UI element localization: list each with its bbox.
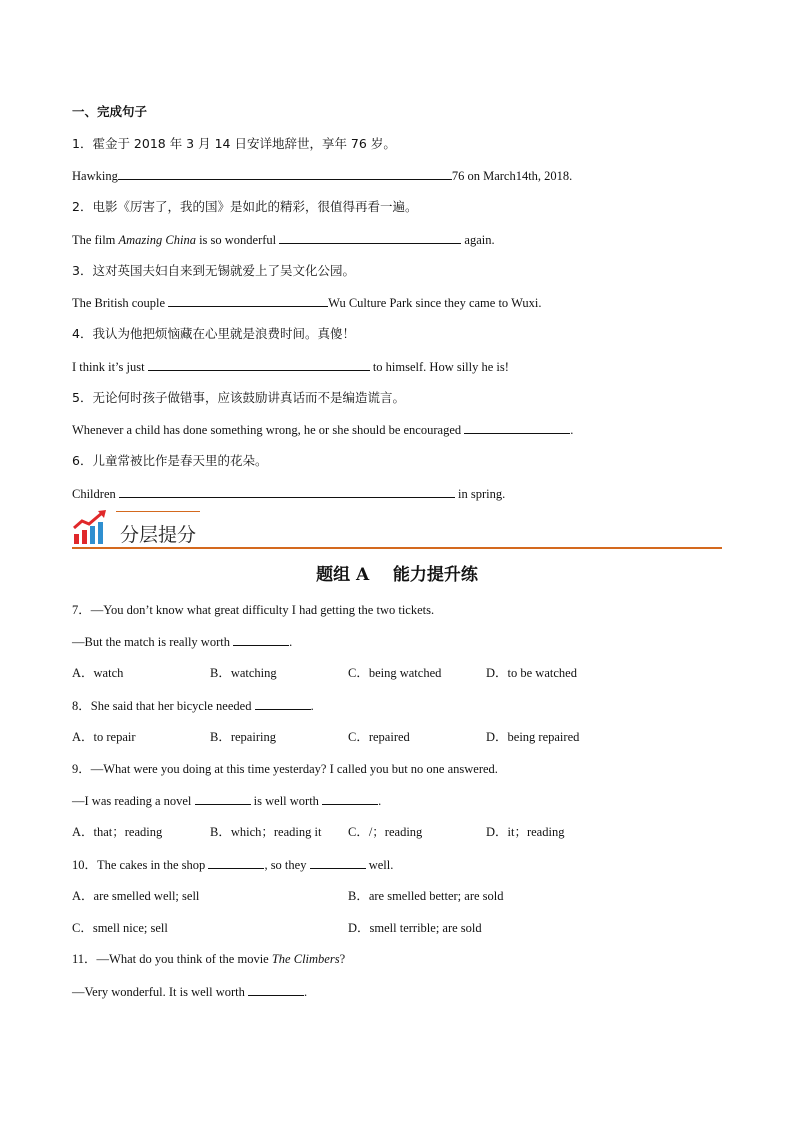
item-5-chinese: 5．无论何时孩子做错事，应该鼓励讲真话而不是编造谎言。: [72, 390, 405, 405]
item-2-chinese: 2．电影《厉害了，我的国》是如此的精彩，很值得再看一遍。: [72, 199, 418, 214]
q11-stem-italic: The Climbers: [271, 952, 340, 966]
item-3-english: [72, 294, 541, 311]
item-6-blank[interactable]: [119, 485, 455, 498]
group-label: 题组 A: [316, 565, 370, 585]
item-1-english: [72, 167, 572, 184]
q8-stem: [72, 697, 314, 714]
q9-blank-1[interactable]: [195, 792, 251, 805]
item-3-chinese: 3．这对英国夫妇自来到无锡就爱上了吴文化公园。: [72, 263, 355, 278]
item-3-blank[interactable]: [168, 294, 328, 307]
group-title: [0, 560, 794, 585]
q7-stem: 7．—You don’t know what great difficulty I had getting the two tickets.: [72, 603, 435, 617]
item-4-chinese: 4．我认为他把烦恼藏在心里就是浪费时间。真傻！: [72, 326, 355, 341]
item-2-prefix: The film: [72, 233, 119, 247]
item-5-suffix: .: [570, 423, 574, 437]
item-5-english: [72, 421, 573, 438]
q9-stem: 9．—What were you doing at this time yesterday? I called you but no one answered.: [72, 762, 498, 776]
item-6-english: [72, 485, 505, 502]
q9-stem2: [72, 792, 381, 809]
banner-top-rule: [116, 511, 200, 512]
banner-title: 分层提分: [120, 524, 197, 546]
q9-option-b[interactable]: B．which；reading it: [210, 825, 322, 839]
q8-stem-post: .: [310, 699, 314, 713]
item-4-prefix: I think it’s just: [72, 360, 148, 374]
item-4-suffix: to himself. How silly he is!: [369, 360, 509, 374]
banner-rule: [72, 547, 722, 549]
item-2-english: [72, 231, 495, 248]
q7-stem2-post: .: [289, 635, 293, 649]
q8-option-b[interactable]: B．repairing: [210, 730, 276, 744]
q8-stem-pre: 8．She said that her bicycle needed: [72, 699, 255, 713]
q11-stem2: [72, 983, 307, 1000]
q9-blank-2[interactable]: [322, 792, 378, 805]
section-banner: [72, 508, 722, 550]
q10-blank-1[interactable]: [208, 856, 264, 869]
q10-option-c[interactable]: C．smell nice; sell: [72, 921, 168, 935]
q9-stem2-post: .: [378, 794, 382, 808]
q11-stem-pre: 11．—What do you think of the movie: [72, 952, 272, 966]
q7-stem2-pre: —But the match is really worth: [72, 635, 234, 649]
q7-blank[interactable]: [233, 633, 289, 646]
q7-option-c[interactable]: C．being watched: [348, 666, 442, 680]
item-6-chinese: 6．儿童常被比作是春天里的花朵。: [72, 453, 268, 468]
item-1-blank[interactable]: [118, 167, 452, 180]
item-2-blank[interactable]: [279, 231, 461, 244]
item-2-suffix: again.: [461, 233, 495, 247]
q8-option-d[interactable]: D．being repaired: [486, 730, 580, 744]
item-4-blank[interactable]: [148, 358, 370, 371]
item-1-suffix: 76 on March14th, 2018.: [451, 169, 573, 183]
q10-blank-2[interactable]: [310, 856, 366, 869]
q7-option-d[interactable]: D．to be watched: [486, 666, 577, 680]
q7-stem2: [72, 633, 292, 650]
q9-option-d[interactable]: D．it；reading: [486, 825, 565, 839]
item-3-prefix: The British couple: [72, 296, 169, 310]
q7-option-a[interactable]: A．watch: [72, 666, 124, 680]
item-1-chinese: 1．霍金于 2018 年 3 月 14 日安详地辞世，享年 76 岁。: [72, 136, 396, 151]
item-6-suffix: in spring.: [454, 487, 506, 501]
q9-stem2-pre: —I was reading a novel: [72, 794, 195, 808]
q11-stem-post: ?: [339, 952, 346, 966]
q10-stem-pre: 10．The cakes in the shop: [72, 858, 209, 872]
q11-blank[interactable]: [248, 983, 304, 996]
q11-stem: [72, 951, 345, 967]
item-1-prefix: Hawking: [72, 169, 118, 183]
growth-chart-icon: [72, 510, 112, 546]
item-5-blank[interactable]: [464, 421, 570, 434]
item-3-suffix: Wu Culture Park since they came to Wuxi.: [328, 296, 542, 310]
item-4-english: [72, 358, 509, 375]
q7-option-b[interactable]: B．watching: [210, 666, 277, 680]
q10-option-d[interactable]: D．smell terrible; are sold: [348, 921, 482, 935]
section-heading: 一、完成句子: [72, 104, 148, 119]
item-5-prefix: Whenever a child has done something wrong, he or she should be encouraged: [72, 423, 465, 437]
q10-stem-post: well.: [365, 858, 394, 872]
q9-stem2-mid: is well worth: [250, 794, 323, 808]
q11-stem2-pre: —Very wonderful. It is well worth: [72, 985, 249, 999]
q9-option-c[interactable]: C．/；reading: [348, 825, 423, 839]
item-2-italic: Amazing China: [118, 233, 196, 247]
q8-option-a[interactable]: A．to repair: [72, 730, 136, 744]
group-heading: 能力提升练: [392, 565, 478, 585]
q10-option-b[interactable]: B．are smelled better; are sold: [348, 889, 504, 903]
item-6-prefix: Children: [72, 487, 119, 501]
q8-blank[interactable]: [255, 697, 311, 710]
q8-option-c[interactable]: C．repaired: [348, 730, 410, 744]
q10-stem-mid: , so they: [264, 858, 310, 872]
item-2-mid: is so wonderful: [195, 233, 280, 247]
q10-option-a[interactable]: A．are smelled well; sell: [72, 889, 200, 903]
q10-stem: [72, 856, 393, 873]
q9-option-a[interactable]: A．that；reading: [72, 825, 163, 839]
q11-stem2-post: .: [304, 985, 308, 999]
